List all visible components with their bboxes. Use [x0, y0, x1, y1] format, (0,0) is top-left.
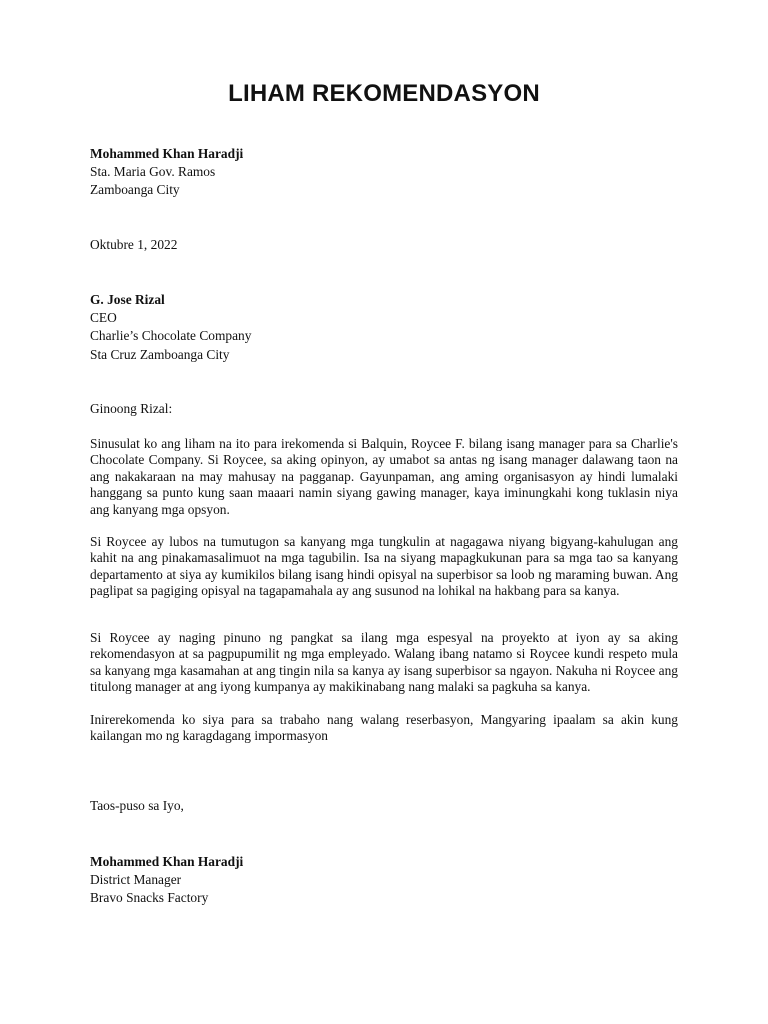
recipient-title: CEO [90, 310, 117, 326]
date-text: Oktubre 1, 2022 [90, 237, 178, 252]
recipient-block [90, 291, 680, 364]
body-paragraph-3: Si Roycee ay naging pinuno ng pangkat sa ilang mga espesyal na proyekto at iyon ay sa aking rekomendasyon at sa pagpupumilit ng mga empleyado. Walang ibang natamo si Roycee kundi respeto mula sa kanyang mga kasamahan at ang tingin nila sa kanya ay isang superbisor sa ngayon. Nakuha ni Roycee ang titulong manager at ang iyong kumpanya ay makikinabang nang malaki sa pagkuha sa kanya. [90, 630, 678, 695]
sender-address-line-1: Sta. Maria Gov. Ramos [90, 164, 216, 180]
salutation [90, 400, 680, 418]
closing-text: Taos-puso sa Iyo, [90, 798, 184, 813]
body-paragraph-4: Inirerekomenda ko siya para sa trabaho nang walang reserbasyon, Mangyaring ipaalam sa akin kung kailangan mo ng karagdagang impormasyon [90, 712, 678, 744]
recipient-address: Sta Cruz Zamboanga City [90, 346, 230, 362]
body-paragraph-2: Si Roycee ay lubos na tumutugon sa kanyang mga tungkulin at nagagawa niyang bigyang-kahulugan ang kahit na ang pinakamasalimuot na mga tagubilin. Isa na siyang mapagkukunan para sa mga tao sa kanyang departamento at siya ay kumikilos bilang isang hindi opisyal na superbisor sa loob ng maraming buwan. Ang paglipat sa pagiging opisyal na tagapamahala ay ang susunod na lohikal na hakbang para sa kanya. [90, 534, 678, 599]
recipient-company: Charlie’s Chocolate Company [90, 328, 252, 344]
closing [90, 797, 680, 815]
recipient-name: G. Jose Rizal [90, 292, 165, 307]
signature-block [90, 853, 680, 908]
salutation-text: Ginoong Rizal: [90, 401, 173, 416]
signature-position: District Manager [90, 872, 182, 888]
sender-name: Mohammed Khan Haradji [90, 146, 244, 161]
signature-company: Bravo Snacks Factory [90, 890, 209, 906]
document-title: LIHAM REKOMENDASYON [228, 80, 540, 107]
signature-name: Mohammed Khan Haradji [90, 854, 244, 869]
body-paragraph-1: Sinusulat ko ang liham na ito para irekomenda si Balquin, Roycee F. bilang isang manager para sa Charlie's Chocolate Company. Si Roycee, sa aking opinyon, ay umabot sa antas ng isang manager dalawang taon na ang nakakaraan na may mahusay na pagganap. Gayunpaman, ang aming organisasyon ay hindi lumalaki hanggang sa punto kung saan maaari namin siyang gawing manager, kaya iminungkahi kong tuklasin niya ang kanyang mga opsyon. [90, 436, 678, 517]
letter-date [90, 236, 680, 254]
sender-address-line-2: Zamboanga City [90, 182, 180, 198]
sender-block [90, 145, 680, 200]
